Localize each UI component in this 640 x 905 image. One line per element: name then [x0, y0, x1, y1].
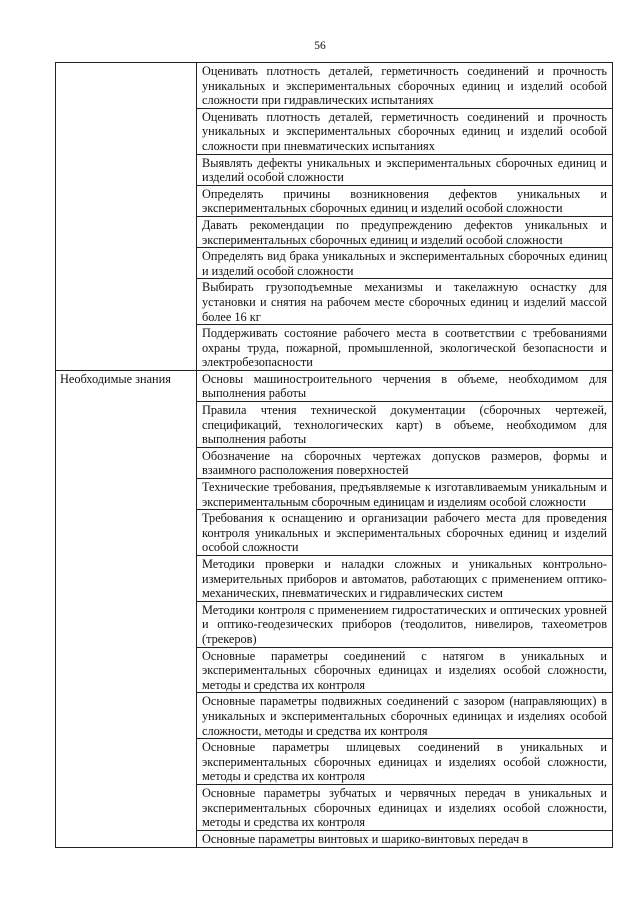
table-cell: Поддерживать состояние рабочего места в соответствии с требованиями охраны труда, пожарной, промышленной, экологической безопасности и электробезопасности — [197, 325, 613, 371]
table-cell-cutoff: Основные параметры винтовых и шарико-винтовых передач в — [197, 830, 613, 847]
table-cell: Оценивать плотность деталей, герметичность соединений и прочность уникальных и экспериментальных сборочных единиц и изделий особой сложности при гидравлических испытаниях — [197, 63, 613, 109]
table-cell: Оценивать плотность деталей, герметичность соединений и прочность уникальных и экспериментальных сборочных единиц и изделий особой сложности при пневматических испытаниях — [197, 108, 613, 154]
table-cell: Технические требования, предъявляемые к изготавливаемым уникальным и экспериментальным сборочным единицам и изделиям особой сложности — [197, 479, 613, 510]
table-cell: Основы машиностроительного черчения в объеме, необходимом для выполнения работы — [197, 370, 613, 401]
table-cell: Выявлять дефекты уникальных и экспериментальных сборочных единиц и изделий особой сложности — [197, 154, 613, 185]
table-cell: Определять причины возникновения дефектов уникальных и экспериментальных сборочных единиц и изделий особой сложности — [197, 185, 613, 216]
requirements-table — [55, 62, 613, 848]
row-label-required-knowledge: Необходимые знания — [56, 370, 197, 847]
table-cell: Правила чтения технической документации (сборочных чертежей, спецификаций, технологических карт) в объеме, необходимом для выполнения работы — [197, 402, 613, 448]
page-number: 56 — [314, 40, 326, 52]
table-row — [56, 63, 613, 109]
table-cell: Обозначение на сборочных чертежах допусков размеров, формы и взаимного расположения поверхностей — [197, 447, 613, 478]
table-cell: Определять вид брака уникальных и экспериментальных сборочных единиц и изделий особой сложности — [197, 248, 613, 279]
table-cell: Методики контроля с применением гидростатических и оптических уровней и оптико-геодезических приборов (теодолитов, нивелиров, тахеометров (трекеров) — [197, 601, 613, 647]
table-row — [56, 370, 613, 401]
table-cell: Основные параметры зубчатых и червячных передач в уникальных и экспериментальных сборочных единицах и изделиях особой сложности, методы и средства их контроля — [197, 784, 613, 830]
table-cell: Выбирать грузоподъемные механизмы и такелажную оснастку для установки и снятия на рабочем месте сборочных единиц и изделий массой более 16 кг — [197, 279, 613, 325]
table-cell: Основные параметры шлицевых соединений в уникальных и экспериментальных сборочных единицах и изделиях особой сложности, методы и средства их контроля — [197, 739, 613, 785]
table-cell: Требования к оснащению и организации рабочего места для проведения контроля уникальных и экспериментальных сборочных единиц и изделий особой сложности — [197, 510, 613, 556]
table-cell: Основные параметры подвижных соединений с зазором (направляющих) в уникальных и экспериментальных сборочных единицах и изделиях особой сложности, методы и средства их контроля — [197, 693, 613, 739]
table-cell: Давать рекомендации по предупреждению дефектов уникальных и экспериментальных сборочных единиц и изделий особой сложности — [197, 216, 613, 247]
table-cell: Методики проверки и наладки сложных и уникальных контрольно-измерительных приборов и автоматов, работающих с применением оптико-механических, пневматических и гидравлических систем — [197, 556, 613, 602]
table-cell: Основные параметры соединений с натягом в уникальных и экспериментальных сборочных единицах и изделиях особой сложности, методы и средства их контроля — [197, 647, 613, 693]
row-label — [56, 63, 197, 371]
